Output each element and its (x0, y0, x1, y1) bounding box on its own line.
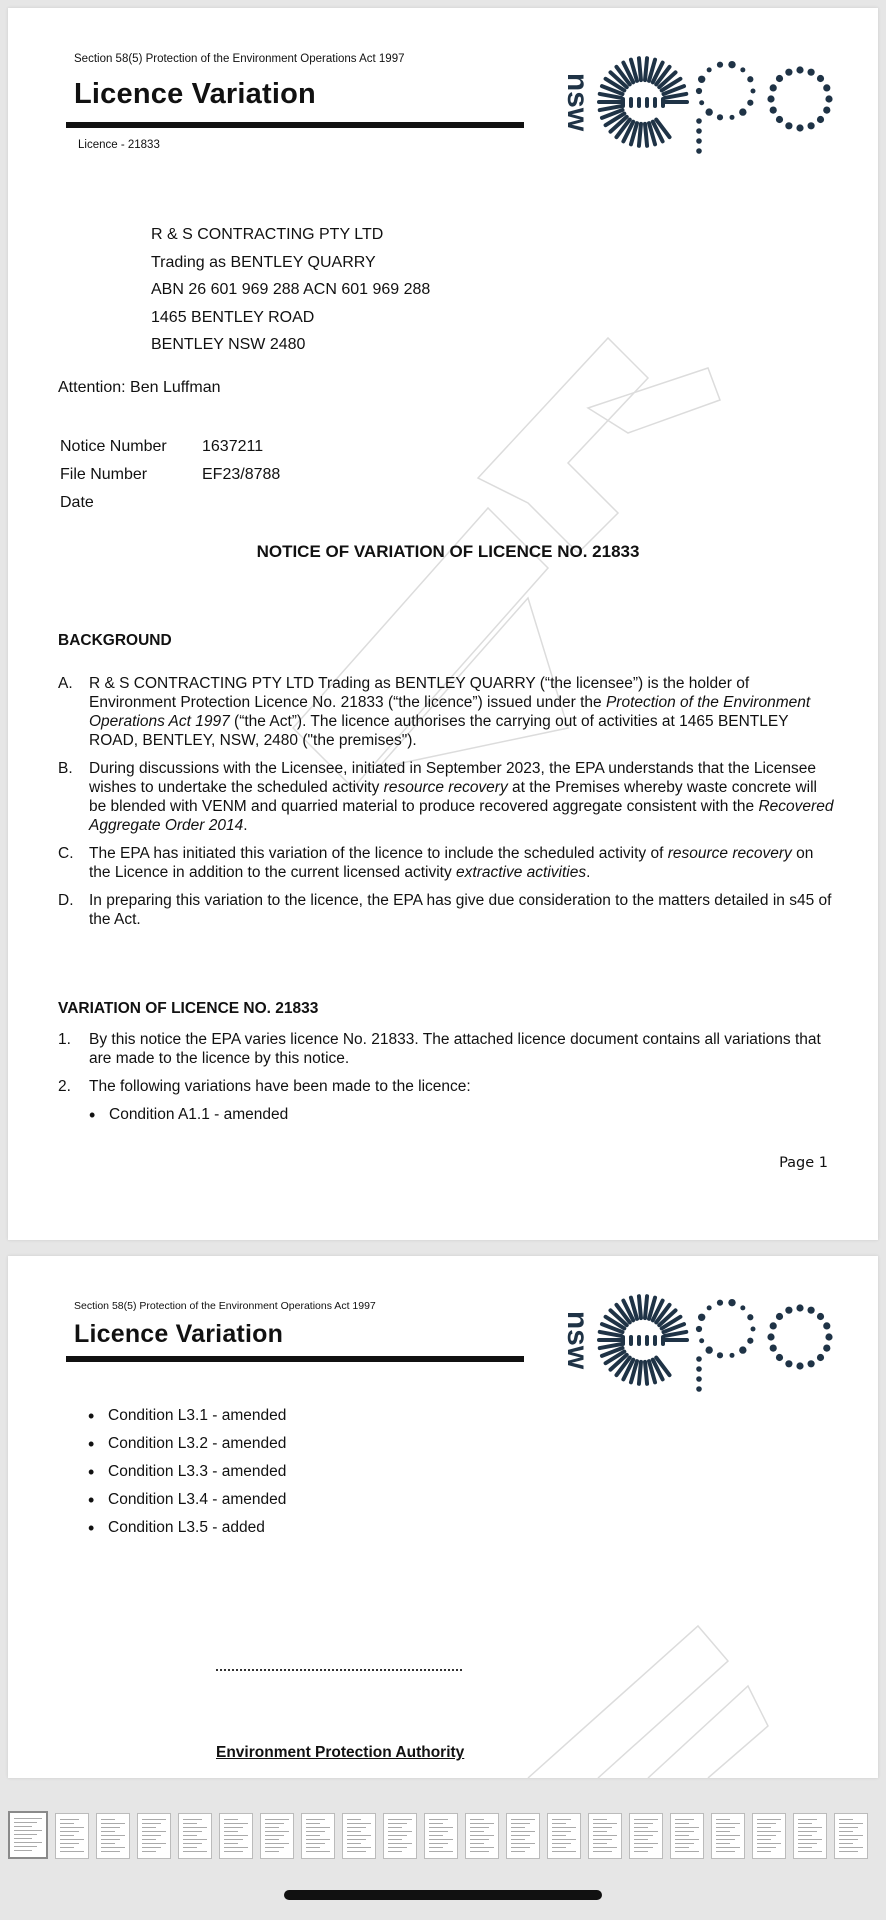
background-item-b: B. During discussions with the Licensee, initiated in September 2023, the EPA understands that the Licensee wishes to undertake the scheduled activity resource recovery at the Premises whereby waste concrete will be blended with VENM and quarried material to produce recovered aggregate consistent with the Recovered Aggregate Order 2014. (58, 760, 834, 834)
variation-item-2: 2. The following variations have been made to the licence: (58, 1078, 471, 1095)
condition-item: • Condition L3.2 - amended (88, 1434, 287, 1454)
condition-item: • Condition L3.4 - amended (88, 1490, 287, 1510)
header-rule (66, 122, 524, 128)
page-thumbnail[interactable] (8, 1811, 48, 1859)
file-number-value: EF23/8788 (202, 466, 281, 483)
signatory-authority: Environment Protection Authority (216, 1744, 465, 1761)
addressee-company: R & S CONTRACTING PTY LTD (151, 226, 384, 243)
page-title: Licence Variation (74, 1320, 284, 1348)
page-thumbnail[interactable] (629, 1813, 663, 1859)
signature-line (216, 1669, 462, 1671)
addressee-abn: ABN 26 601 969 288 ACN 601 969 288 (151, 281, 431, 298)
page-thumbnail[interactable] (465, 1813, 499, 1859)
page-thumbnail[interactable] (55, 1813, 89, 1859)
page-thumbnail[interactable] (711, 1813, 745, 1859)
notice-title: NOTICE OF VARIATION OF LICENCE NO. 21833 (256, 542, 640, 561)
header-act-reference: Section 58(5) Protection of the Environment Operations Act 1997 (74, 1300, 376, 1312)
page-thumbnail[interactable] (260, 1813, 294, 1859)
variation-item-1: 1. By this notice the EPA varies licence No. 21833. The attached licence document contains all variations that are made to the licence by this notice. (58, 1031, 821, 1067)
variation-heading: VARIATION OF LICENCE NO. 21833 (58, 1000, 319, 1017)
page-thumbnail[interactable] (793, 1813, 827, 1859)
document-page-2 (8, 1256, 878, 1778)
page-thumbnail-strip[interactable] (8, 1813, 878, 1861)
page-thumbnail[interactable] (834, 1813, 868, 1859)
page-thumbnail[interactable] (301, 1813, 335, 1859)
page-title: Licence Variation (74, 78, 316, 110)
svg-text:nsw: nsw (561, 1310, 594, 1370)
licence-number: Licence - 21833 (78, 139, 160, 151)
nsw-epa-logo (538, 46, 838, 158)
page-thumbnail[interactable] (424, 1813, 458, 1859)
home-indicator[interactable] (284, 1890, 602, 1900)
bullet-dot: • (89, 1104, 96, 1125)
background-item-d: D. In preparing this variation to the licence, the EPA has give due consideration to the matters detailed in s45 of the Act. (58, 892, 832, 928)
variation-bullet: • Condition A1.1 - amended (89, 1104, 289, 1125)
condition-item: • Condition L3.1 - amended (88, 1406, 287, 1426)
background-list (58, 674, 838, 938)
background-item-a: A. R & S CONTRACTING PTY LTD Trading as BENTLEY QUARRY (“the licensee”) is the holder of Environment Protection Licence No. 21833 (“the licence”) issued under the Protection of the Environment Operations Act 1997 (“the Act”). The licence authorises the carrying out of activities at 1465 BENTLEY ROAD, BENTLEY, NSW, 2480 ("the premises"). (58, 675, 811, 749)
addressee-suburb: BENTLEY NSW 2480 (151, 336, 306, 353)
header-rule (66, 1356, 524, 1362)
header-act-reference: Section 58(5) Protection of the Environment Operations Act 1997 (74, 53, 405, 65)
page-thumbnail[interactable] (506, 1813, 540, 1859)
notice-number-value: 1637211 (202, 438, 264, 455)
document-page-1 (8, 8, 878, 1240)
condition-item: • Condition L3.5 - added (88, 1518, 265, 1538)
notice-number-label: Notice Number (60, 438, 167, 455)
variation-list (58, 1030, 838, 1124)
page-number: Page 1 (779, 1155, 828, 1171)
page-thumbnail[interactable] (752, 1813, 786, 1859)
notice-meta (60, 433, 280, 517)
attention-line: Attention: Ben Luffman (58, 379, 221, 396)
page-thumbnail[interactable] (219, 1813, 253, 1859)
date-label: Date (60, 494, 94, 511)
addressee-street: 1465 BENTLEY ROAD (151, 308, 315, 326)
svg-text:nsw: nsw (561, 72, 594, 132)
addressee-trading-name: Trading as BENTLEY QUARRY (151, 253, 376, 271)
nsw-epa-logo (538, 1284, 838, 1396)
addressee-block (151, 221, 430, 359)
page-thumbnail[interactable] (670, 1813, 704, 1859)
page-thumbnail[interactable] (96, 1813, 130, 1859)
condition-list (88, 1402, 286, 1542)
file-number-label: File Number (60, 466, 148, 483)
page-thumbnail[interactable] (383, 1813, 417, 1859)
page-thumbnail[interactable] (588, 1813, 622, 1859)
page-thumbnail[interactable] (342, 1813, 376, 1859)
page-thumbnail[interactable] (178, 1813, 212, 1859)
background-item-c: C. The EPA has initiated this variation of the licence to include the scheduled activity of resource recovery on the Licence in addition to the current licensed activity extractive activities. (58, 845, 814, 881)
page-thumbnail[interactable] (137, 1813, 171, 1859)
condition-item: • Condition L3.3 - amended (88, 1462, 287, 1482)
background-heading: BACKGROUND (58, 632, 172, 649)
page-thumbnail[interactable] (547, 1813, 581, 1859)
